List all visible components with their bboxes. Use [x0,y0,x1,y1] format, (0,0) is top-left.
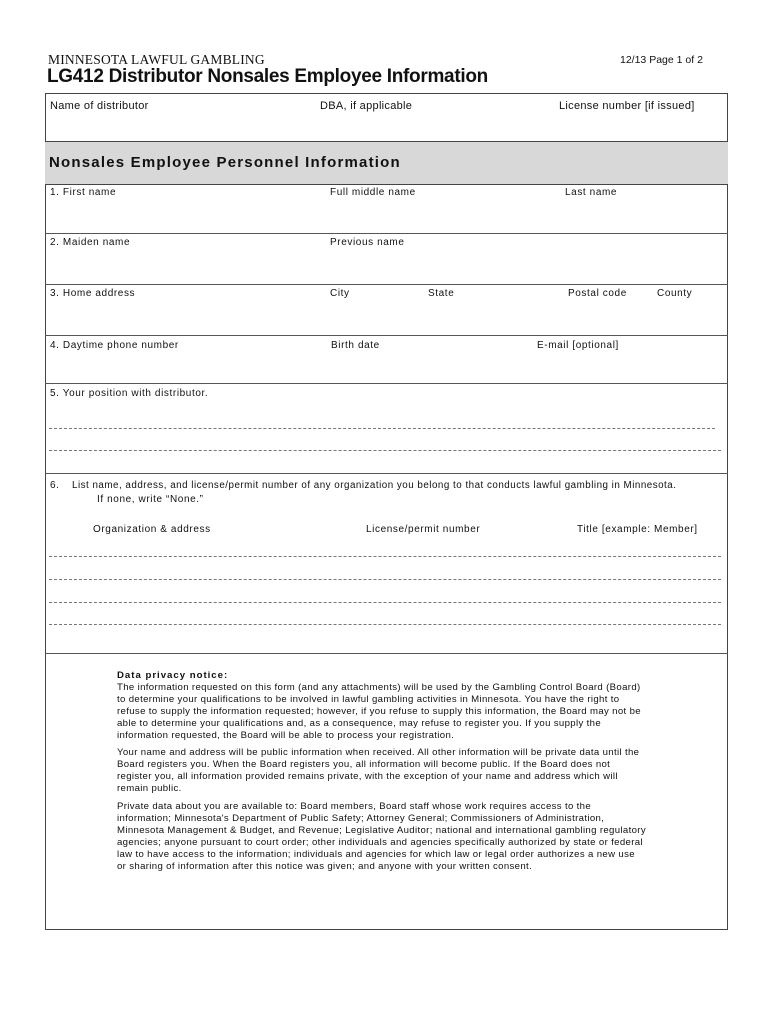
q6-instructions: List name, address, and license/permit number of any organization you belong to that conducts lawful gambling in Minnesota. [72,480,677,491]
organization-entry-line[interactable] [49,556,721,557]
last-name-label: Last name [565,187,618,198]
county-field[interactable] [657,306,726,330]
city-field[interactable] [330,306,424,330]
home-address-label: 3. Home address [50,288,136,299]
middle-name-field[interactable] [330,205,559,229]
privacy-paragraph: The information requested on this form (and any attachments) will be used by the Gambling Control Board (Board) to determine your qualifications to be involved in lawful gambling activities in Minnesota. You have the right to refuse to supply the information requested; however, if you refuse to supply this information, the Board may not be able to determine your qualifications and, as a consequence, may refuse to register you. If you supply the information requested, the Board will be able to process your registration. [117,681,641,741]
q6-none-instruction: If none, write “None.” [97,494,204,505]
license-number-label: License number [if issued] [559,100,695,112]
distributor-name-field[interactable] [50,116,314,138]
title-column-label: Title [example: Member] [577,524,698,535]
privacy-notice-title: Data privacy notice: [117,670,229,681]
first-name-label: 1. First name [50,187,117,198]
home-address-field[interactable] [50,306,324,330]
birth-date-label: Birth date [331,340,380,351]
state-label: State [428,288,455,299]
privacy-notice [117,670,647,873]
phone-label: 4. Daytime phone number [50,340,179,351]
city-label: City [330,288,350,299]
state-field[interactable] [428,306,562,330]
email-label: E-mail [optional] [537,340,619,351]
email-field[interactable] [537,357,726,381]
row-divider [45,284,728,285]
privacy-paragraph: Your name and address will be public information when received. All other information will be private data until the Board registers you. When the Board registers you, all information will become public. If the Board does not register you, all information provided remains private, with the exception of your name and address which will remain public. [117,747,640,795]
org-address-column-label: Organization & address [93,524,211,535]
county-label: County [657,288,693,299]
distributor-name-label: Name of distributor [50,100,149,112]
row-divider [45,233,728,234]
dba-field[interactable] [320,116,554,138]
license-permit-column-label: License/permit number [366,524,481,535]
row-divider [45,653,728,654]
page-info: 12/13 Page 1 of 2 [620,54,703,66]
phone-field[interactable] [50,357,324,381]
organization-entry-line[interactable] [49,624,721,625]
last-name-field[interactable] [565,205,724,229]
organization-entry-line[interactable] [49,579,721,580]
q6-number: 6. [50,480,60,491]
agency-name: MINNESOTA LAWFUL GAMBLING [48,52,265,67]
position-label: 5. Your position with distributor. [50,388,209,399]
position-line[interactable] [49,428,715,429]
row-divider [45,383,728,384]
maiden-name-label: 2. Maiden name [50,237,131,248]
dba-label: DBA, if applicable [320,100,413,112]
maiden-name-field[interactable] [50,255,324,279]
postal-code-field[interactable] [568,306,652,330]
row-divider [45,473,728,474]
privacy-paragraph: Private data about you are available to: Board members, Board staff whose work requires access to the information; Minnesota's Department of Public Safety; Attorney General; Commissioners of Administration, Minnesota Management & Budget, and Revenue; Legislative Auditor; national and international gambling regulatory agencies; anyone pursuant to court order; other individuals and agencies specifically authorized by state or federal law to have access to the information; individuals and agencies for which law or legal order authorizes a new use or sharing of information after this notice was given; and anyone with your written consent. [117,801,646,872]
previous-name-label: Previous name [330,237,405,248]
birth-date-field[interactable] [331,357,530,381]
license-number-field[interactable] [559,116,723,138]
middle-name-label: Full middle name [330,187,416,198]
organization-entry-line[interactable] [49,602,721,603]
position-line[interactable] [49,450,721,451]
first-name-field[interactable] [50,205,324,229]
section-title: Nonsales Employee Personnel Information [49,154,401,171]
row-divider [45,335,728,336]
form-title: LG412 Distributor Nonsales Employee Information [47,66,488,87]
postal-code-label: Postal code [568,288,627,299]
previous-name-field[interactable] [330,255,724,279]
